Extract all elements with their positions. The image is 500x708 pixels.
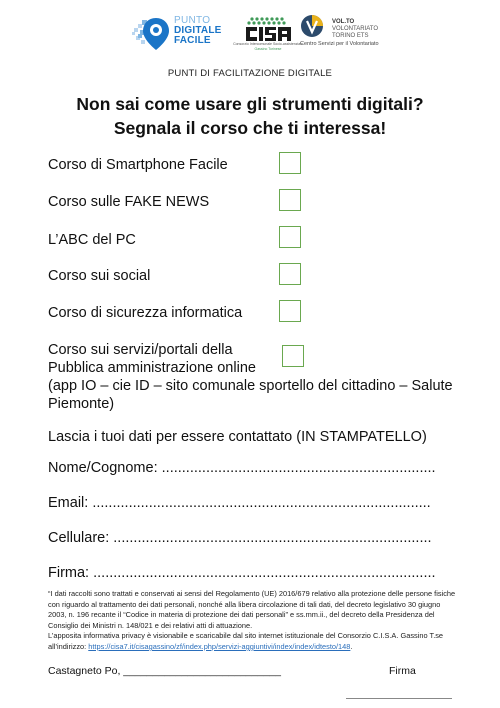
subheader: PUNTI DI FACILITAZIONE DIGITALE bbox=[167, 68, 333, 79]
privacy-text2 bbox=[48, 631, 456, 652]
checkbox-fake-news[interactable] bbox=[279, 189, 301, 211]
checkbox-smartphone[interactable] bbox=[279, 152, 301, 174]
volto-logo-mark bbox=[300, 14, 324, 38]
title-line2: Segnala il corso che ti interessa! bbox=[113, 118, 387, 138]
title-line1: Non sai come usare gli strumenti digitali? bbox=[76, 94, 424, 114]
course-label-pa-services bbox=[48, 341, 468, 413]
page-title bbox=[0, 92, 500, 140]
privacy-link-end: . bbox=[350, 641, 353, 651]
pa-line3: (app IO – cie ID – sito comunale sportello del cittadino – Salute bbox=[48, 378, 453, 394]
cisa-caption bbox=[226, 42, 310, 51]
volto-logo bbox=[300, 14, 324, 38]
checkbox-social[interactable] bbox=[279, 263, 301, 285]
course-label-smartphone: Corso di Smartphone Facile bbox=[48, 157, 228, 173]
volto-line3: TORINO ETS bbox=[332, 33, 369, 39]
volto-caption: Centro Servizi per il Volontariato bbox=[300, 41, 379, 47]
pa-line2: Pubblica amministrazione online bbox=[48, 360, 256, 376]
course-label-abc-pc: L’ABC del PC bbox=[48, 232, 136, 248]
course-label-security: Corso di sicurezza informatica bbox=[48, 305, 243, 321]
signature-line[interactable] bbox=[346, 698, 452, 699]
privacy-link[interactable]: https://cisa7.it/cisagassino/zf/index.php/servizi-aggiuntivi/index/index/idtesto/148 bbox=[88, 641, 351, 651]
volto-wordmark bbox=[332, 19, 378, 40]
pa-line1: Corso sui servizi/portali della bbox=[48, 342, 233, 358]
punto-line3: FACILE bbox=[174, 35, 211, 46]
course-label-social: Corso sui social bbox=[48, 268, 151, 284]
volto-line2: VOLONTARIATO bbox=[332, 26, 379, 32]
name-field[interactable]: Nome/Cognome: .................................................................... bbox=[48, 460, 436, 476]
pa-line4: Piemonte) bbox=[48, 396, 115, 412]
punto-digitale-logo bbox=[132, 14, 172, 54]
punto-digitale-wordmark bbox=[174, 16, 222, 46]
volto-line1: VOL.TO bbox=[332, 19, 355, 25]
place-date-line[interactable]: Castagneto Po, ___________________________ bbox=[48, 665, 281, 677]
punto-line1: PUNTO bbox=[174, 15, 211, 26]
course-label-fake-news: Corso sulle FAKE NEWS bbox=[48, 194, 210, 210]
checkbox-security[interactable] bbox=[279, 300, 301, 322]
signature-field[interactable]: Firma: ..................................................................................... bbox=[48, 565, 436, 581]
punto-line2: DIGITALE bbox=[174, 25, 222, 36]
cisa-logo-mark bbox=[240, 16, 298, 42]
email-field[interactable]: Email: .................................................................................... bbox=[48, 495, 431, 511]
punto-digitale-pin-icon bbox=[132, 14, 172, 54]
checkbox-pa-services[interactable] bbox=[282, 345, 304, 367]
cisa-caption-line2: Gassino Torinese bbox=[254, 46, 282, 51]
checkbox-abc-pc[interactable] bbox=[279, 226, 301, 248]
contact-prompt: Lascia i tuoi dati per essere contattato (IN STAMPATELLO) bbox=[48, 429, 427, 445]
privacy-notice bbox=[48, 589, 456, 653]
privacy-text2-body: L’apposita informativa privacy è visionabile e scaricabile dal sito internet istituzionale del Consorzio C.I.S.A. Gassino T.se all’indirizzo: bbox=[48, 631, 444, 651]
signature-label: Firma bbox=[389, 665, 416, 677]
privacy-text: “I dati raccolti sono trattati e conservati ai sensi del Regolamento (UE) 2016/679 relativo alla protezione delle persone fisiche con riguardo al trattamento dei dati personali, nonché alla libera circolazione di tali dati, del decreto legislativo 30 giugno 2003, n. 196 recante il “Codice in materia di protezione dei dati personali” e ss.mm.ii., del decreto della Presidenza del Consiglio dei Ministri n. 148/021 e dei relativi atti di attuazione. bbox=[48, 589, 456, 630]
phone-field[interactable]: Cellulare: ............................................................................... bbox=[48, 530, 432, 546]
cisa-caption-line1: Consorzio Intercomunale Socio-assistenziale bbox=[233, 42, 303, 46]
